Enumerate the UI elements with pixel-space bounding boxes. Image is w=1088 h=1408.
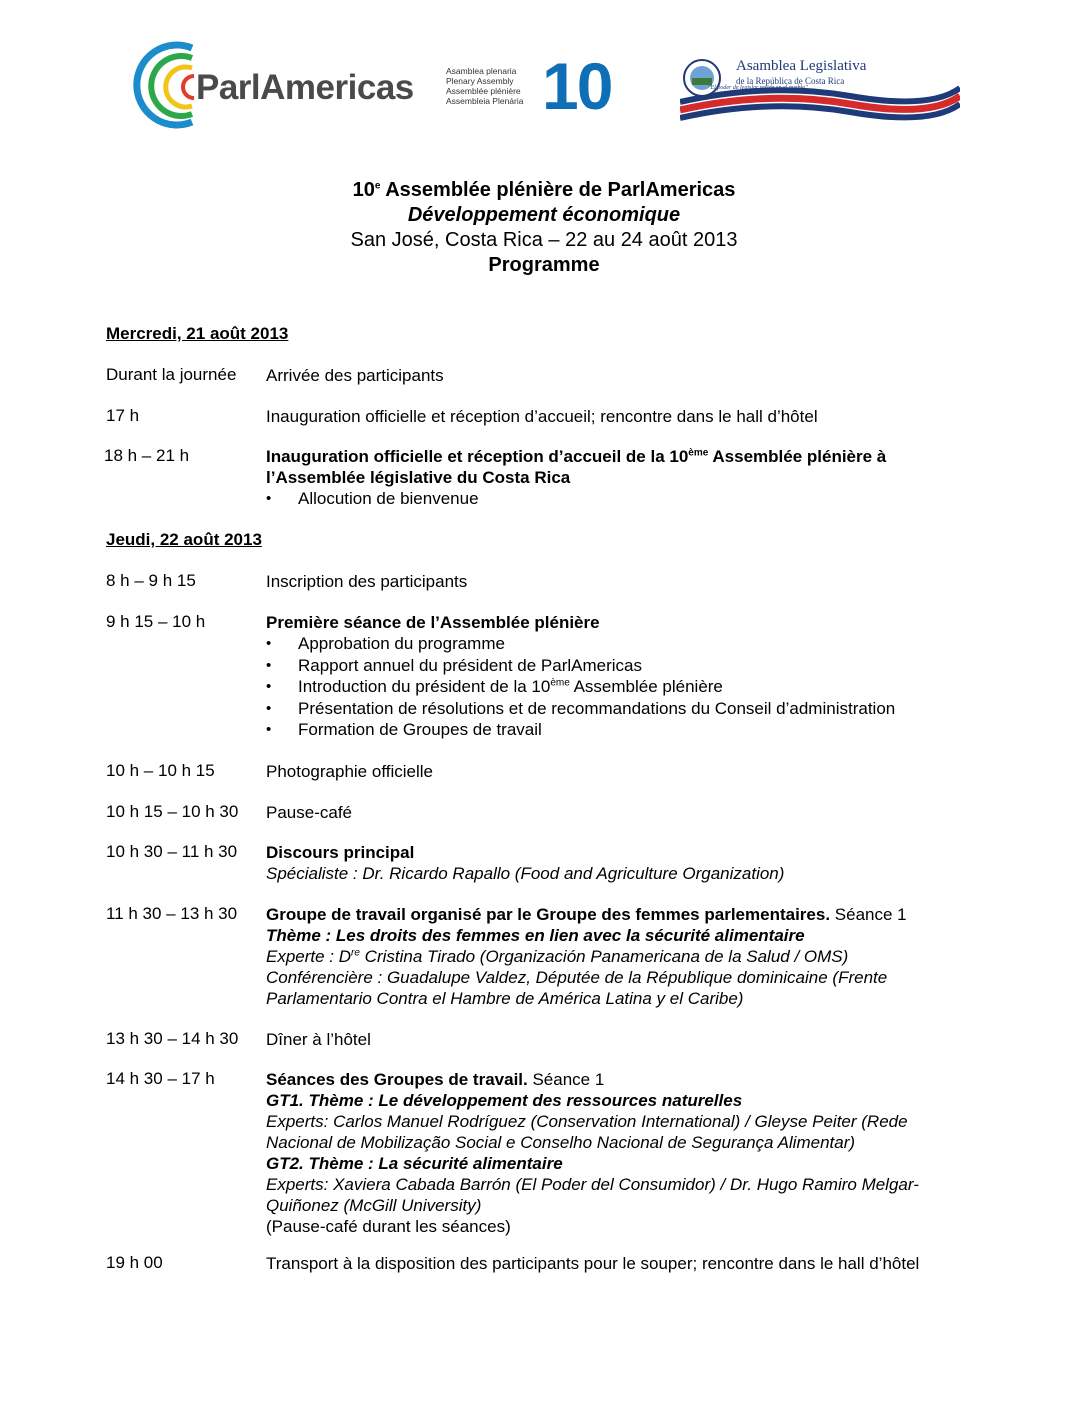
schedule-time: 10 h – 10 h 15	[106, 761, 215, 780]
speaker-line: Conférencière : Guadalupe Valdez, Députée de la République dominicaine (Frente Parlamentario Contra el Hambre de América Latina y el Caribe)	[266, 968, 888, 1008]
bullet-item: • Formation de Groupes de travail	[266, 719, 966, 741]
title-line-assembly	[0, 178, 1088, 203]
asamblea-legislativa-logo	[680, 52, 960, 124]
title-line-theme: Développement économique	[407, 204, 681, 226]
title-number: 10	[352, 179, 375, 201]
session-title-part: Inauguration officielle et réception d’accueil de la 10	[266, 447, 689, 466]
day-heading-thursday: Jeudi, 22 août 2013	[106, 530, 262, 549]
schedule-time: 14 h 30 – 17 h	[106, 1069, 215, 1088]
parlamericas-logo	[130, 40, 440, 130]
session-title: Première séance de l’Assemblée plénière	[266, 613, 600, 632]
session-title-bold: Groupe de travail organisé par le Groupe des femmes parlementaires.	[266, 905, 831, 924]
working-group-1-experts: Experts: Carlos Manuel Rodríguez (Conservation International) / Gleyse Peiter (Rede Nacional de Mobilização Social e Conselho Nacional de Segurança Alimentar)	[266, 1112, 908, 1152]
expert-text: Cristina Tirado (Organización Panamericana de la Salud / OMS)	[359, 947, 849, 966]
working-group-2-experts: Experts: Xaviera Cabada Barrón (El Poder del Consumidor) / Dr. Hugo Ramiro Melgar-Quiñonez (McGill University)	[266, 1175, 919, 1215]
title-text: Assemblée plénière de ParlAmericas	[380, 179, 736, 201]
working-group-2-theme: GT2. Thème : La sécurité alimentaire	[266, 1154, 563, 1173]
session-theme: Thème : Les droits des femmes en lien avec la sécurité alimentaire	[266, 926, 805, 945]
schedule-time: 19 h 00	[106, 1253, 163, 1272]
schedule-text: Inscription des participants	[266, 572, 468, 591]
asamblea-motto: "El poder de legislar reside en el pueblo"	[708, 85, 808, 91]
schedule-content	[266, 842, 966, 884]
session-label: Séance 1	[527, 1070, 605, 1089]
schedule-time: 13 h 30 – 14 h 30	[106, 1029, 239, 1048]
schedule-content	[266, 1069, 966, 1237]
schedule-time: 18 h – 21 h	[104, 446, 190, 465]
schedule-text: Dîner à l’hôtel	[266, 1030, 371, 1049]
plenary-assembly-label	[446, 66, 536, 114]
schedule-time: Durant la journée	[106, 365, 237, 384]
bullet-text: Introduction du président de la 10	[298, 677, 551, 696]
bullet-list	[266, 633, 966, 741]
schedule-time: 11 h 30 – 13 h 30	[106, 904, 238, 923]
schedule-time: 10 h 30 – 11 h 30	[106, 842, 238, 861]
session-title	[266, 1069, 966, 1090]
day-heading-wednesday: Mercredi, 21 août 2013	[106, 324, 289, 343]
bullet-item: • Approbation du programme	[266, 633, 966, 655]
session-title	[266, 904, 966, 925]
pause-note: (Pause-café durant les séances)	[266, 1217, 511, 1236]
schedule-text: Inauguration officielle et réception d’accueil; rencontre dans le hall d’hôtel	[266, 407, 818, 426]
bullet-item: • Rapport annuel du président de ParlAmericas	[266, 655, 966, 677]
schedule-content	[266, 612, 966, 741]
bullet-list	[266, 488, 966, 510]
schedule-content	[266, 904, 966, 1009]
title-line-location: San José, Costa Rica – 22 au 24 août 2013	[350, 229, 738, 251]
session-title-part: Assemblée plénière à l’Assemblée législative du Costa Rica	[266, 447, 887, 487]
session-title-bold: Séances des Groupes de travail.	[266, 1070, 528, 1089]
schedule-text: Photographie officielle	[266, 762, 433, 781]
expert-line	[266, 946, 966, 967]
plenary-line: Asamblea plenaria	[446, 66, 517, 76]
schedule-time: 9 h 15 – 10 h	[106, 612, 206, 631]
schedule-text: Arrivée des participants	[266, 366, 444, 385]
session-title	[266, 446, 966, 488]
schedule-text: Transport à la disposition des participants pour le souper; rencontre dans le hall d’hôtel	[266, 1254, 920, 1273]
schedule-content	[266, 446, 966, 510]
tenth-assembly-number: 10	[542, 49, 612, 123]
asamblea-title: Asamblea Legislativa	[736, 58, 867, 74]
plenary-line: Assemblée plénière	[446, 86, 521, 96]
working-group-1-theme: GT1. Thème : Le développement des ressources naturelles	[266, 1091, 743, 1110]
schedule-text: Pause-café	[266, 803, 352, 822]
parlamericas-wordmark: ParlAmericas	[196, 68, 414, 107]
bullet-item: • Présentation de résolutions et de recommandations du Conseil d’administration	[266, 698, 966, 720]
expert-text: Experte : D	[266, 947, 352, 966]
asamblea-subtitle: de la República de Costa Rica	[736, 76, 845, 86]
bullet-item	[266, 676, 966, 698]
title-line-programme: Programme	[488, 254, 600, 276]
schedule-time: 17 h	[106, 406, 140, 425]
bullet-item: • Allocution de bienvenue	[266, 488, 966, 510]
session-label: Séance 1	[830, 905, 907, 924]
schedule-time: 8 h – 9 h 15	[106, 571, 196, 590]
speaker-line: Spécialiste : Dr. Ricardo Rapallo (Food and Agriculture Organization)	[266, 864, 785, 883]
title-superscript: e	[374, 180, 381, 192]
plenary-line: Plenary Assembly	[446, 76, 514, 86]
superscript: ème	[688, 447, 709, 459]
session-title: Discours principal	[266, 843, 415, 862]
superscript: re	[351, 947, 360, 959]
bullet-text: Assemblée plénière	[569, 677, 723, 696]
schedule-time: 10 h 15 – 10 h 30	[106, 802, 239, 821]
document-title	[0, 178, 1088, 278]
superscript: ème	[550, 677, 570, 689]
plenary-line: Assembleia Plenária	[446, 96, 524, 106]
